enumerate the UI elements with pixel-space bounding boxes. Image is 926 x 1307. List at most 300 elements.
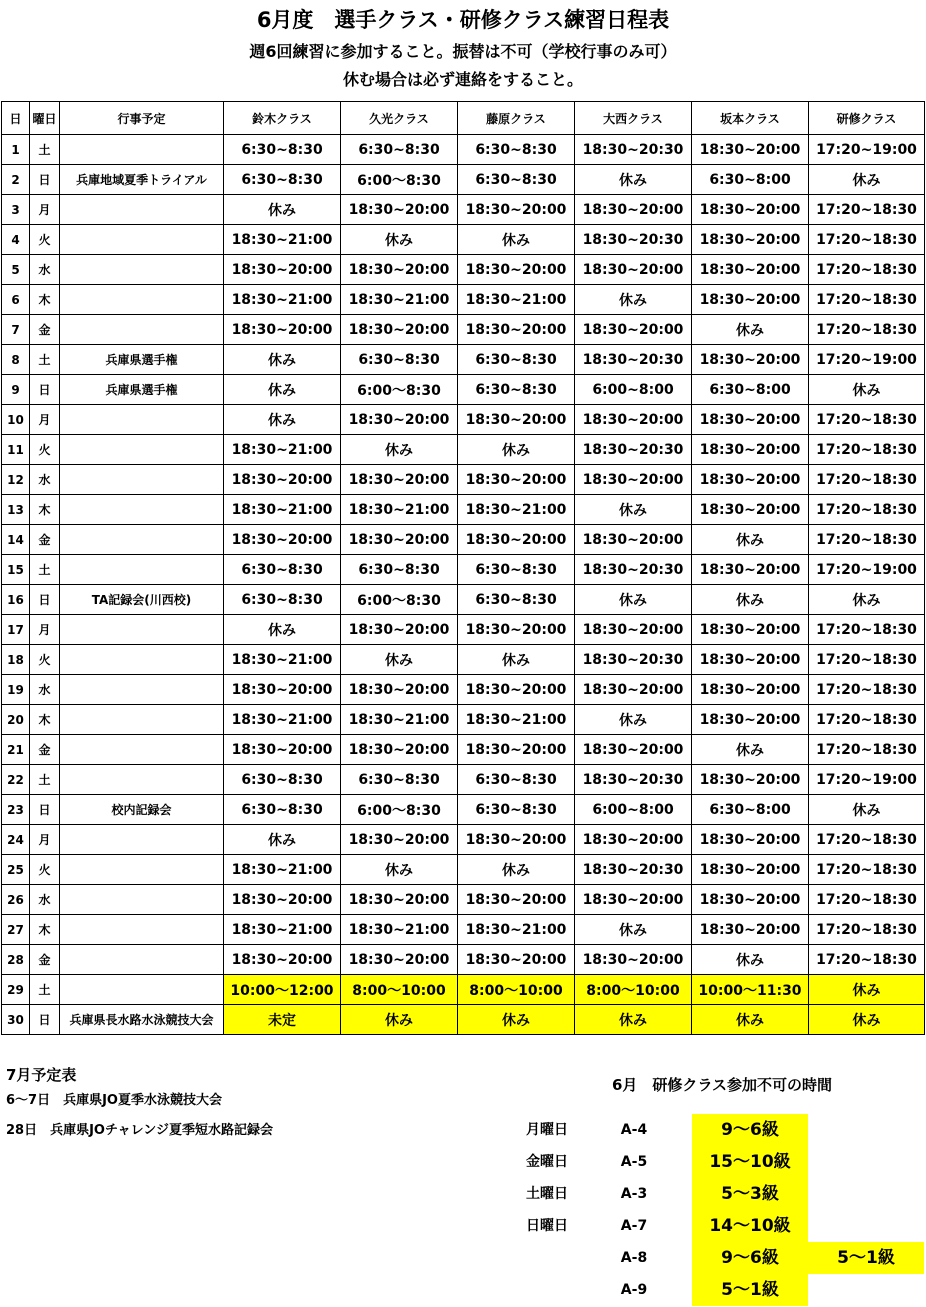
weekday-cell: 土 <box>30 975 60 1005</box>
day-cell: 21 <box>2 735 30 765</box>
trainee-lane: A-8 <box>620 1250 648 1266</box>
time-cell: 6:30~8:30 <box>224 585 341 615</box>
time-cell: 18:30~20:00 <box>575 675 692 705</box>
time-cell: 18:30~21:00 <box>341 495 458 525</box>
table-row <box>2 945 925 975</box>
time-cell: 18:30~21:00 <box>224 645 341 675</box>
time-cell: 休み <box>224 405 341 435</box>
time-cell: 18:30~20:00 <box>575 945 692 975</box>
table-row <box>2 915 925 945</box>
time-cell: 未定 <box>224 1005 341 1035</box>
time-cell: 休み <box>575 1005 692 1035</box>
time-cell: 6:30~8:30 <box>458 165 575 195</box>
day-cell: 3 <box>2 195 30 225</box>
weekday-cell: 火 <box>30 225 60 255</box>
header-weekday: 曜日 <box>30 102 60 135</box>
header-hisamitsu-class: 久光クラス <box>341 102 458 135</box>
time-cell: 18:30~20:30 <box>575 765 692 795</box>
time-cell: 17:20~18:30 <box>809 645 925 675</box>
time-cell: 18:30~20:00 <box>692 615 809 645</box>
time-cell: 休み <box>809 165 925 195</box>
time-cell: 18:30~20:00 <box>458 405 575 435</box>
time-cell: 18:30~20:00 <box>458 315 575 345</box>
july-title: 7月予定表 <box>6 1066 77 1084</box>
day-cell: 29 <box>2 975 30 1005</box>
time-cell: 休み <box>692 315 809 345</box>
time-cell: 休み <box>809 1005 925 1035</box>
time-cell: 18:30~20:00 <box>692 885 809 915</box>
time-cell: 18:30~20:00 <box>575 315 692 345</box>
time-cell: 休み <box>224 825 341 855</box>
day-cell: 27 <box>2 915 30 945</box>
weekday-cell: 木 <box>30 705 60 735</box>
event-cell: 兵庫県長水路水泳競技大会 <box>60 1005 224 1035</box>
table-row <box>2 735 925 765</box>
weekday-cell: 火 <box>30 645 60 675</box>
time-cell: 17:20~18:30 <box>809 315 925 345</box>
time-cell: 18:30~21:00 <box>341 705 458 735</box>
time-cell: 18:30~20:00 <box>341 615 458 645</box>
event-cell <box>60 525 224 555</box>
day-cell: 19 <box>2 675 30 705</box>
time-cell: 18:30~21:00 <box>224 915 341 945</box>
time-cell: 17:20~18:30 <box>809 915 925 945</box>
table-row <box>2 315 925 345</box>
time-cell: 17:20~19:00 <box>809 765 925 795</box>
day-cell: 11 <box>2 435 30 465</box>
time-cell: 6:30~8:30 <box>341 345 458 375</box>
time-cell: 6:00～8:30 <box>341 585 458 615</box>
time-cell: 6:00～8:30 <box>341 165 458 195</box>
event-cell <box>60 705 224 735</box>
time-cell: 17:20~18:30 <box>809 405 925 435</box>
event-cell <box>60 855 224 885</box>
time-cell: 18:30~20:00 <box>224 675 341 705</box>
event-cell <box>60 195 224 225</box>
time-cell: 6:30~8:30 <box>458 585 575 615</box>
time-cell: 6:30~8:00 <box>692 795 809 825</box>
time-cell: 休み <box>341 435 458 465</box>
time-cell: 6:30~8:30 <box>458 795 575 825</box>
weekday-cell: 土 <box>30 345 60 375</box>
time-cell: 18:30~20:00 <box>341 735 458 765</box>
time-cell: 休み <box>575 285 692 315</box>
weekday-cell: 月 <box>30 825 60 855</box>
time-cell: 18:30~20:00 <box>341 405 458 435</box>
table-row <box>2 795 925 825</box>
day-cell: 16 <box>2 585 30 615</box>
event-cell: 校内記録会 <box>60 795 224 825</box>
table-row <box>2 1005 925 1035</box>
time-cell: 17:20~18:30 <box>809 705 925 735</box>
time-cell: 18:30~20:00 <box>458 825 575 855</box>
time-cell: 18:30~20:00 <box>692 465 809 495</box>
time-cell: 17:20~18:30 <box>809 495 925 525</box>
time-cell: 18:30~20:00 <box>692 255 809 285</box>
time-cell: 18:30~20:00 <box>575 615 692 645</box>
time-cell: 18:30~20:30 <box>575 855 692 885</box>
event-cell <box>60 315 224 345</box>
time-cell: 6:00～8:30 <box>341 375 458 405</box>
time-cell: 18:30~21:00 <box>458 285 575 315</box>
table-row <box>2 705 925 735</box>
event-cell <box>60 285 224 315</box>
day-cell: 4 <box>2 225 30 255</box>
july-item: 6～7日 兵庫県JO夏季水泳競技大会 <box>6 1093 222 1108</box>
trainee-grade: 5～1級 <box>692 1274 808 1306</box>
day-cell: 25 <box>2 855 30 885</box>
time-cell: 休み <box>575 165 692 195</box>
time-cell: 17:20~18:30 <box>809 855 925 885</box>
time-cell: 休み <box>809 375 925 405</box>
time-cell: 18:30~20:00 <box>224 255 341 285</box>
trainee-grade: 5～3級 <box>692 1178 808 1210</box>
time-cell: 18:30~20:00 <box>224 315 341 345</box>
trainee-day: 月曜日 <box>526 1122 568 1138</box>
time-cell: 18:30~20:00 <box>341 195 458 225</box>
time-cell: 休み <box>809 585 925 615</box>
time-cell: 18:30~20:00 <box>692 345 809 375</box>
subtitle-rule: 週6回練習に参加すること。振替は不可（学校行事のみ可） <box>249 42 677 61</box>
time-cell: 18:30~21:00 <box>224 855 341 885</box>
time-cell: 17:20~19:00 <box>809 345 925 375</box>
event-cell <box>60 225 224 255</box>
time-cell: 休み <box>458 225 575 255</box>
time-cell: 18:30~20:00 <box>692 195 809 225</box>
july-list <box>6 1092 273 1152</box>
time-cell: 18:30~20:00 <box>341 675 458 705</box>
time-cell: 17:20~18:30 <box>809 675 925 705</box>
event-cell <box>60 975 224 1005</box>
time-cell: 18:30~21:00 <box>224 705 341 735</box>
day-cell: 17 <box>2 615 30 645</box>
event-cell <box>60 465 224 495</box>
weekday-cell: 月 <box>30 195 60 225</box>
table-row <box>2 885 925 915</box>
weekday-cell: 水 <box>30 675 60 705</box>
weekday-cell: 日 <box>30 795 60 825</box>
weekday-cell: 金 <box>30 945 60 975</box>
time-cell: 18:30~21:00 <box>458 495 575 525</box>
table-row <box>2 765 925 795</box>
event-cell <box>60 915 224 945</box>
day-cell: 23 <box>2 795 30 825</box>
time-cell: 17:20~18:30 <box>809 195 925 225</box>
time-cell: 休み <box>341 225 458 255</box>
time-cell: 18:30~20:00 <box>341 525 458 555</box>
time-cell: 18:30~20:00 <box>341 945 458 975</box>
table-row <box>2 615 925 645</box>
time-cell: 18:30~20:00 <box>575 735 692 765</box>
time-cell: 18:30~20:00 <box>224 885 341 915</box>
time-cell: 18:30~20:00 <box>692 675 809 705</box>
subtitle-notice: 休む場合は必ず連絡をすること。 <box>342 70 583 89</box>
table-row <box>2 675 925 705</box>
time-cell: 18:30~20:00 <box>224 735 341 765</box>
table-row <box>2 135 925 165</box>
time-cell: 18:30~20:00 <box>458 945 575 975</box>
time-cell: 18:30~20:00 <box>692 285 809 315</box>
event-cell <box>60 735 224 765</box>
trainee-lane: A-9 <box>620 1282 648 1298</box>
time-cell: 休み <box>224 375 341 405</box>
time-cell: 18:30~20:00 <box>458 735 575 765</box>
time-cell: 18:30~21:00 <box>341 915 458 945</box>
table-row <box>2 525 925 555</box>
time-cell: 18:30~21:00 <box>341 285 458 315</box>
time-cell: 6:30~8:30 <box>341 765 458 795</box>
time-cell: 休み <box>341 645 458 675</box>
time-cell: 休み <box>458 1005 575 1035</box>
schedule-table <box>1 101 925 1035</box>
day-cell: 9 <box>2 375 30 405</box>
table-row <box>2 495 925 525</box>
time-cell: 17:20~18:30 <box>809 285 925 315</box>
trainee-title: 6月 研修クラス参加不可の時間 <box>612 1076 832 1094</box>
time-cell: 18:30~20:00 <box>458 615 575 645</box>
time-cell: 18:30~20:00 <box>458 525 575 555</box>
time-cell: 6:30~8:30 <box>458 375 575 405</box>
time-cell: 6:30~8:30 <box>224 555 341 585</box>
time-cell: 17:20~18:30 <box>809 825 925 855</box>
time-cell: 6:30~8:30 <box>224 135 341 165</box>
trainee-grade: 9～6級 <box>692 1114 808 1146</box>
time-cell: 18:30~20:00 <box>692 405 809 435</box>
event-cell <box>60 495 224 525</box>
time-cell: 休み <box>341 1005 458 1035</box>
day-cell: 1 <box>2 135 30 165</box>
time-cell: 18:30~20:00 <box>692 855 809 885</box>
day-cell: 18 <box>2 645 30 675</box>
time-cell: 6:00～8:30 <box>341 795 458 825</box>
time-cell: 18:30~21:00 <box>458 705 575 735</box>
table-row <box>2 555 925 585</box>
table-row <box>2 285 925 315</box>
time-cell: 休み <box>575 705 692 735</box>
table-row <box>2 825 925 855</box>
weekday-cell: 日 <box>30 1005 60 1035</box>
time-cell: 18:30~21:00 <box>224 225 341 255</box>
time-cell: 6:30~8:30 <box>458 135 575 165</box>
time-cell: 6:30~8:00 <box>692 165 809 195</box>
weekday-cell: 火 <box>30 855 60 885</box>
time-cell: 18:30~21:00 <box>224 285 341 315</box>
time-cell: 6:30~8:30 <box>341 135 458 165</box>
time-cell: 18:30~20:00 <box>458 885 575 915</box>
time-cell: 18:30~20:30 <box>575 555 692 585</box>
time-cell: 休み <box>575 915 692 945</box>
day-cell: 6 <box>2 285 30 315</box>
table-row <box>2 375 925 405</box>
event-cell <box>60 825 224 855</box>
time-cell: 17:20~18:30 <box>809 525 925 555</box>
event-cell: 兵庫県選手権 <box>60 345 224 375</box>
header-trainee-class: 研修クラス <box>809 102 925 135</box>
day-cell: 2 <box>2 165 30 195</box>
header-sakamoto-class: 坂本クラス <box>692 102 809 135</box>
weekday-cell: 水 <box>30 465 60 495</box>
table-row <box>2 645 925 675</box>
july-item: 28日 兵庫県JOチャレンジ夏季短水路記録会 <box>6 1123 273 1138</box>
time-cell: 休み <box>575 585 692 615</box>
trainee-grade: 15～10級 <box>692 1146 808 1178</box>
weekday-cell: 木 <box>30 915 60 945</box>
time-cell: 6:30~8:30 <box>224 765 341 795</box>
day-cell: 7 <box>2 315 30 345</box>
table-row <box>2 855 925 885</box>
time-cell: 8:00～10:00 <box>458 975 575 1005</box>
header-row <box>2 102 925 135</box>
time-cell: 8:00～10:00 <box>575 975 692 1005</box>
trainee-grade: 14～10級 <box>692 1210 808 1242</box>
weekday-cell: 火 <box>30 435 60 465</box>
time-cell: 18:30~20:00 <box>341 315 458 345</box>
table-row <box>2 465 925 495</box>
weekday-cell: 月 <box>30 615 60 645</box>
time-cell: 6:30~8:30 <box>341 555 458 585</box>
table-row <box>2 435 925 465</box>
table-row <box>2 165 925 195</box>
day-cell: 5 <box>2 255 30 285</box>
time-cell: 18:30~20:00 <box>224 525 341 555</box>
weekday-cell: 水 <box>30 885 60 915</box>
time-cell: 18:30~20:30 <box>575 225 692 255</box>
day-cell: 26 <box>2 885 30 915</box>
day-cell: 12 <box>2 465 30 495</box>
time-cell: 17:20~18:30 <box>809 945 925 975</box>
event-cell: 兵庫県選手権 <box>60 375 224 405</box>
day-cell: 15 <box>2 555 30 585</box>
time-cell: 18:30~20:00 <box>575 405 692 435</box>
time-cell: 17:20~18:30 <box>809 255 925 285</box>
time-cell: 休み <box>224 195 341 225</box>
time-cell: 休み <box>692 945 809 975</box>
time-cell: 18:30~20:00 <box>458 255 575 285</box>
time-cell: 17:20~19:00 <box>809 555 925 585</box>
time-cell: 18:30~20:00 <box>575 465 692 495</box>
time-cell: 18:30~20:00 <box>341 885 458 915</box>
time-cell: 18:30~20:00 <box>458 195 575 225</box>
time-cell: 18:30~20:00 <box>575 825 692 855</box>
time-cell: 6:30~8:30 <box>458 555 575 585</box>
weekday-cell: 金 <box>30 525 60 555</box>
weekday-cell: 木 <box>30 285 60 315</box>
time-cell: 17:20~18:30 <box>809 615 925 645</box>
weekday-cell: 土 <box>30 765 60 795</box>
time-cell: 18:30~20:00 <box>692 555 809 585</box>
header-suzuki-class: 鈴木クラス <box>224 102 341 135</box>
time-cell: 17:20~18:30 <box>809 735 925 765</box>
time-cell: 6:00~8:00 <box>575 375 692 405</box>
time-cell: 休み <box>692 585 809 615</box>
time-cell: 休み <box>458 855 575 885</box>
time-cell: 18:30~20:00 <box>692 765 809 795</box>
time-cell: 18:30~20:00 <box>575 885 692 915</box>
time-cell: 18:30~20:00 <box>692 135 809 165</box>
time-cell: 6:30~8:30 <box>224 165 341 195</box>
trainee-lane: A-3 <box>620 1186 648 1202</box>
weekday-cell: 水 <box>30 255 60 285</box>
time-cell: 18:30~21:00 <box>224 495 341 525</box>
time-cell: 6:30~8:30 <box>224 795 341 825</box>
time-cell: 8:00～10:00 <box>341 975 458 1005</box>
event-cell <box>60 405 224 435</box>
time-cell: 休み <box>692 1005 809 1035</box>
time-cell: 18:30~20:00 <box>224 465 341 495</box>
event-cell <box>60 435 224 465</box>
day-cell: 28 <box>2 945 30 975</box>
table-row <box>2 345 925 375</box>
weekday-cell: 金 <box>30 315 60 345</box>
table-row <box>2 585 925 615</box>
day-cell: 13 <box>2 495 30 525</box>
event-cell <box>60 945 224 975</box>
day-cell: 8 <box>2 345 30 375</box>
time-cell: 6:30~8:30 <box>458 345 575 375</box>
time-cell: 18:30~20:30 <box>575 135 692 165</box>
time-cell: 6:00~8:00 <box>575 795 692 825</box>
event-cell: 兵庫地域夏季トライアル <box>60 165 224 195</box>
table-row <box>2 405 925 435</box>
time-cell: 18:30~20:00 <box>692 705 809 735</box>
event-cell <box>60 255 224 285</box>
event-cell <box>60 555 224 585</box>
day-cell: 30 <box>2 1005 30 1035</box>
event-cell <box>60 615 224 645</box>
time-cell: 休み <box>458 435 575 465</box>
day-cell: 24 <box>2 825 30 855</box>
day-cell: 20 <box>2 705 30 735</box>
time-cell: 休み <box>809 975 925 1005</box>
trainee-grade: 9～6級 <box>692 1242 808 1274</box>
event-cell <box>60 645 224 675</box>
page-title: 6月度 選手クラス・研修クラス練習日程表 <box>256 8 670 32</box>
weekday-cell: 木 <box>30 495 60 525</box>
trainee-day: 土曜日 <box>526 1186 568 1202</box>
time-cell: 18:30~20:00 <box>224 945 341 975</box>
trainee-lane: A-4 <box>620 1122 648 1138</box>
time-cell: 休み <box>692 735 809 765</box>
time-cell: 18:30~20:00 <box>692 915 809 945</box>
time-cell: 休み <box>224 615 341 645</box>
table-row <box>2 195 925 225</box>
header-event: 行事予定 <box>60 102 224 135</box>
header-fujiwara-class: 藤原クラス <box>458 102 575 135</box>
event-cell <box>60 135 224 165</box>
time-cell: 休み <box>458 645 575 675</box>
time-cell: 10:00～12:00 <box>224 975 341 1005</box>
time-cell: 休み <box>575 495 692 525</box>
time-cell: 17:20~18:30 <box>809 465 925 495</box>
table-row <box>2 975 925 1005</box>
time-cell: 18:30~20:00 <box>341 825 458 855</box>
table-row <box>2 255 925 285</box>
trainee-lane: A-7 <box>620 1218 648 1234</box>
day-cell: 10 <box>2 405 30 435</box>
header-day: 日 <box>2 102 30 135</box>
time-cell: 18:30~21:00 <box>458 915 575 945</box>
day-cell: 14 <box>2 525 30 555</box>
time-cell: 18:30~20:00 <box>692 495 809 525</box>
time-cell: 10:00～11:30 <box>692 975 809 1005</box>
time-cell: 6:30~8:00 <box>692 375 809 405</box>
trainee-lane: A-5 <box>620 1154 648 1170</box>
time-cell: 休み <box>224 345 341 375</box>
time-cell: 18:30~20:00 <box>575 255 692 285</box>
time-cell: 18:30~20:00 <box>692 645 809 675</box>
event-cell: TA記録会(川西校) <box>60 585 224 615</box>
time-cell: 17:20~18:30 <box>809 435 925 465</box>
